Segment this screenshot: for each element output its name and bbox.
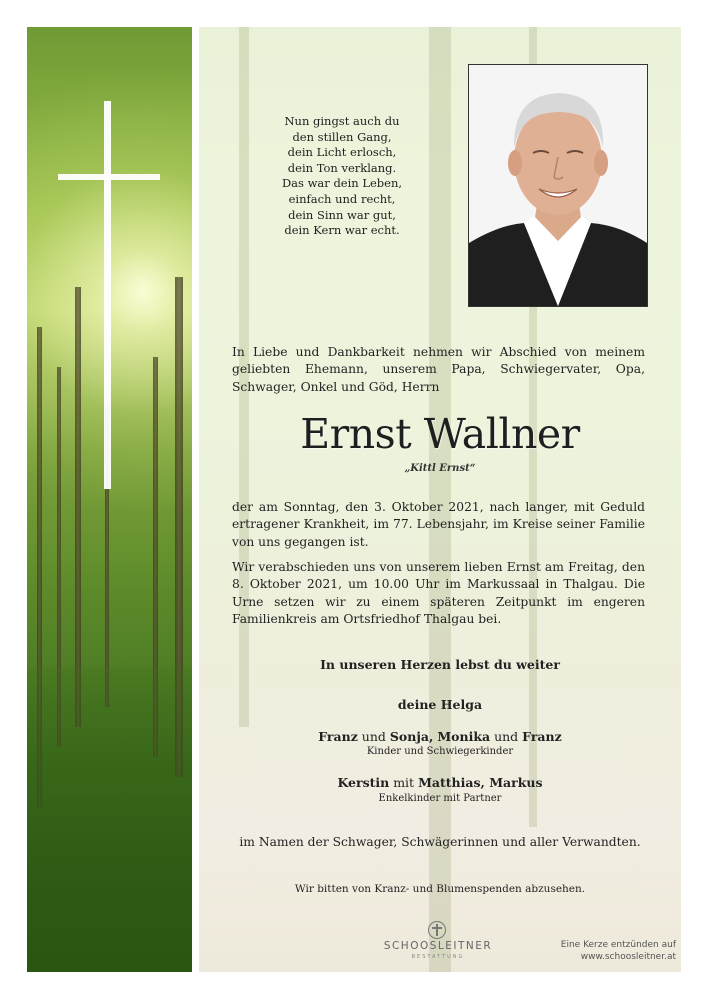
- poem: [262, 114, 422, 239]
- poem-line: dein Licht erlosch,: [287, 145, 397, 160]
- candle-link[interactable]: [520, 939, 676, 963]
- cross-icon-bar: [58, 174, 160, 180]
- farewell-details-text: Wir verabschieden uns von unserem lieben Ernst am Freitag, den 8. Oktober 2021, um 10.00 Uhr im Markussaal in Thalgau. Die Urne setzen wir zu einem späteren Zeitpunkt im engeren Familienkreis am Ortsfriedhof Thalgau bei.: [232, 560, 645, 626]
- children-caption: Kinder und Schwiegerkinder: [366, 746, 514, 757]
- forest-undergrowth: [27, 667, 192, 972]
- conjunction: und: [494, 729, 519, 744]
- motto: In unseren Herzen lebst du weiter: [320, 657, 560, 672]
- funeral-home-logo-subtitle: BESTATTUNG: [411, 954, 465, 960]
- spouse-name: deine Helga: [397, 697, 483, 712]
- poem-line: den stillen Gang,: [292, 129, 392, 144]
- poem-line: dein Sinn war gut,: [288, 207, 396, 222]
- child-name: Franz: [522, 729, 562, 744]
- children-names: [200, 729, 680, 744]
- portrait-photo: [468, 64, 648, 307]
- conjunction: mit: [393, 775, 415, 790]
- cross-icon: [104, 101, 111, 489]
- website-link[interactable]: www.schoosleitner.at: [580, 952, 676, 962]
- poem-line: Das war dein Leben,: [281, 176, 403, 191]
- grandchildren-caption: Enkelkinder mit Partner: [378, 793, 502, 804]
- relatives-line: im Namen der Schwager, Schwägerinnen und aller Verwandten.: [239, 835, 641, 849]
- candle-text: Eine Kerze entzünden auf: [560, 940, 676, 950]
- child-name: Monika: [437, 729, 491, 744]
- donation-note: Wir bitten von Kranz- und Blumenspenden abzusehen.: [294, 883, 586, 895]
- conjunction: und: [361, 729, 386, 744]
- deceased-name: Ernst Wallner: [300, 410, 580, 458]
- grandchild-name: Kerstin: [337, 775, 390, 790]
- poem-line: dein Ton verklang.: [287, 160, 397, 175]
- death-notice-text: der am Sonntag, den 3. Oktober 2021, nach langer, mit Geduld ertragener Krankheit, im 77. Lebensjahr, im Kreise seiner Familie von uns gegangen ist.: [232, 500, 645, 549]
- poem-line: einfach und recht,: [288, 191, 396, 206]
- grandchild-name: Matthias, Markus: [418, 775, 543, 790]
- grandchildren-names: [200, 775, 680, 790]
- poem-line: dein Kern war echt.: [284, 223, 400, 238]
- tree-trunk: [75, 287, 81, 727]
- intro-text: In Liebe und Dankbarkeit nehmen wir Abschied von meinem geliebten Ehemann, unserem Papa, Schwiegervater, Opa, Schwager, Onkel und Göd, Herrn: [232, 345, 645, 394]
- child-name: Sonja,: [389, 729, 434, 744]
- funeral-home-logo-icon: [428, 921, 446, 939]
- deceased-nickname: „Kittl Ernst“: [404, 463, 476, 474]
- funeral-home-logo: SCHOOSLEITNER: [383, 940, 493, 952]
- child-name: Franz: [318, 729, 358, 744]
- poem-line: Nun gingst auch du: [284, 114, 400, 128]
